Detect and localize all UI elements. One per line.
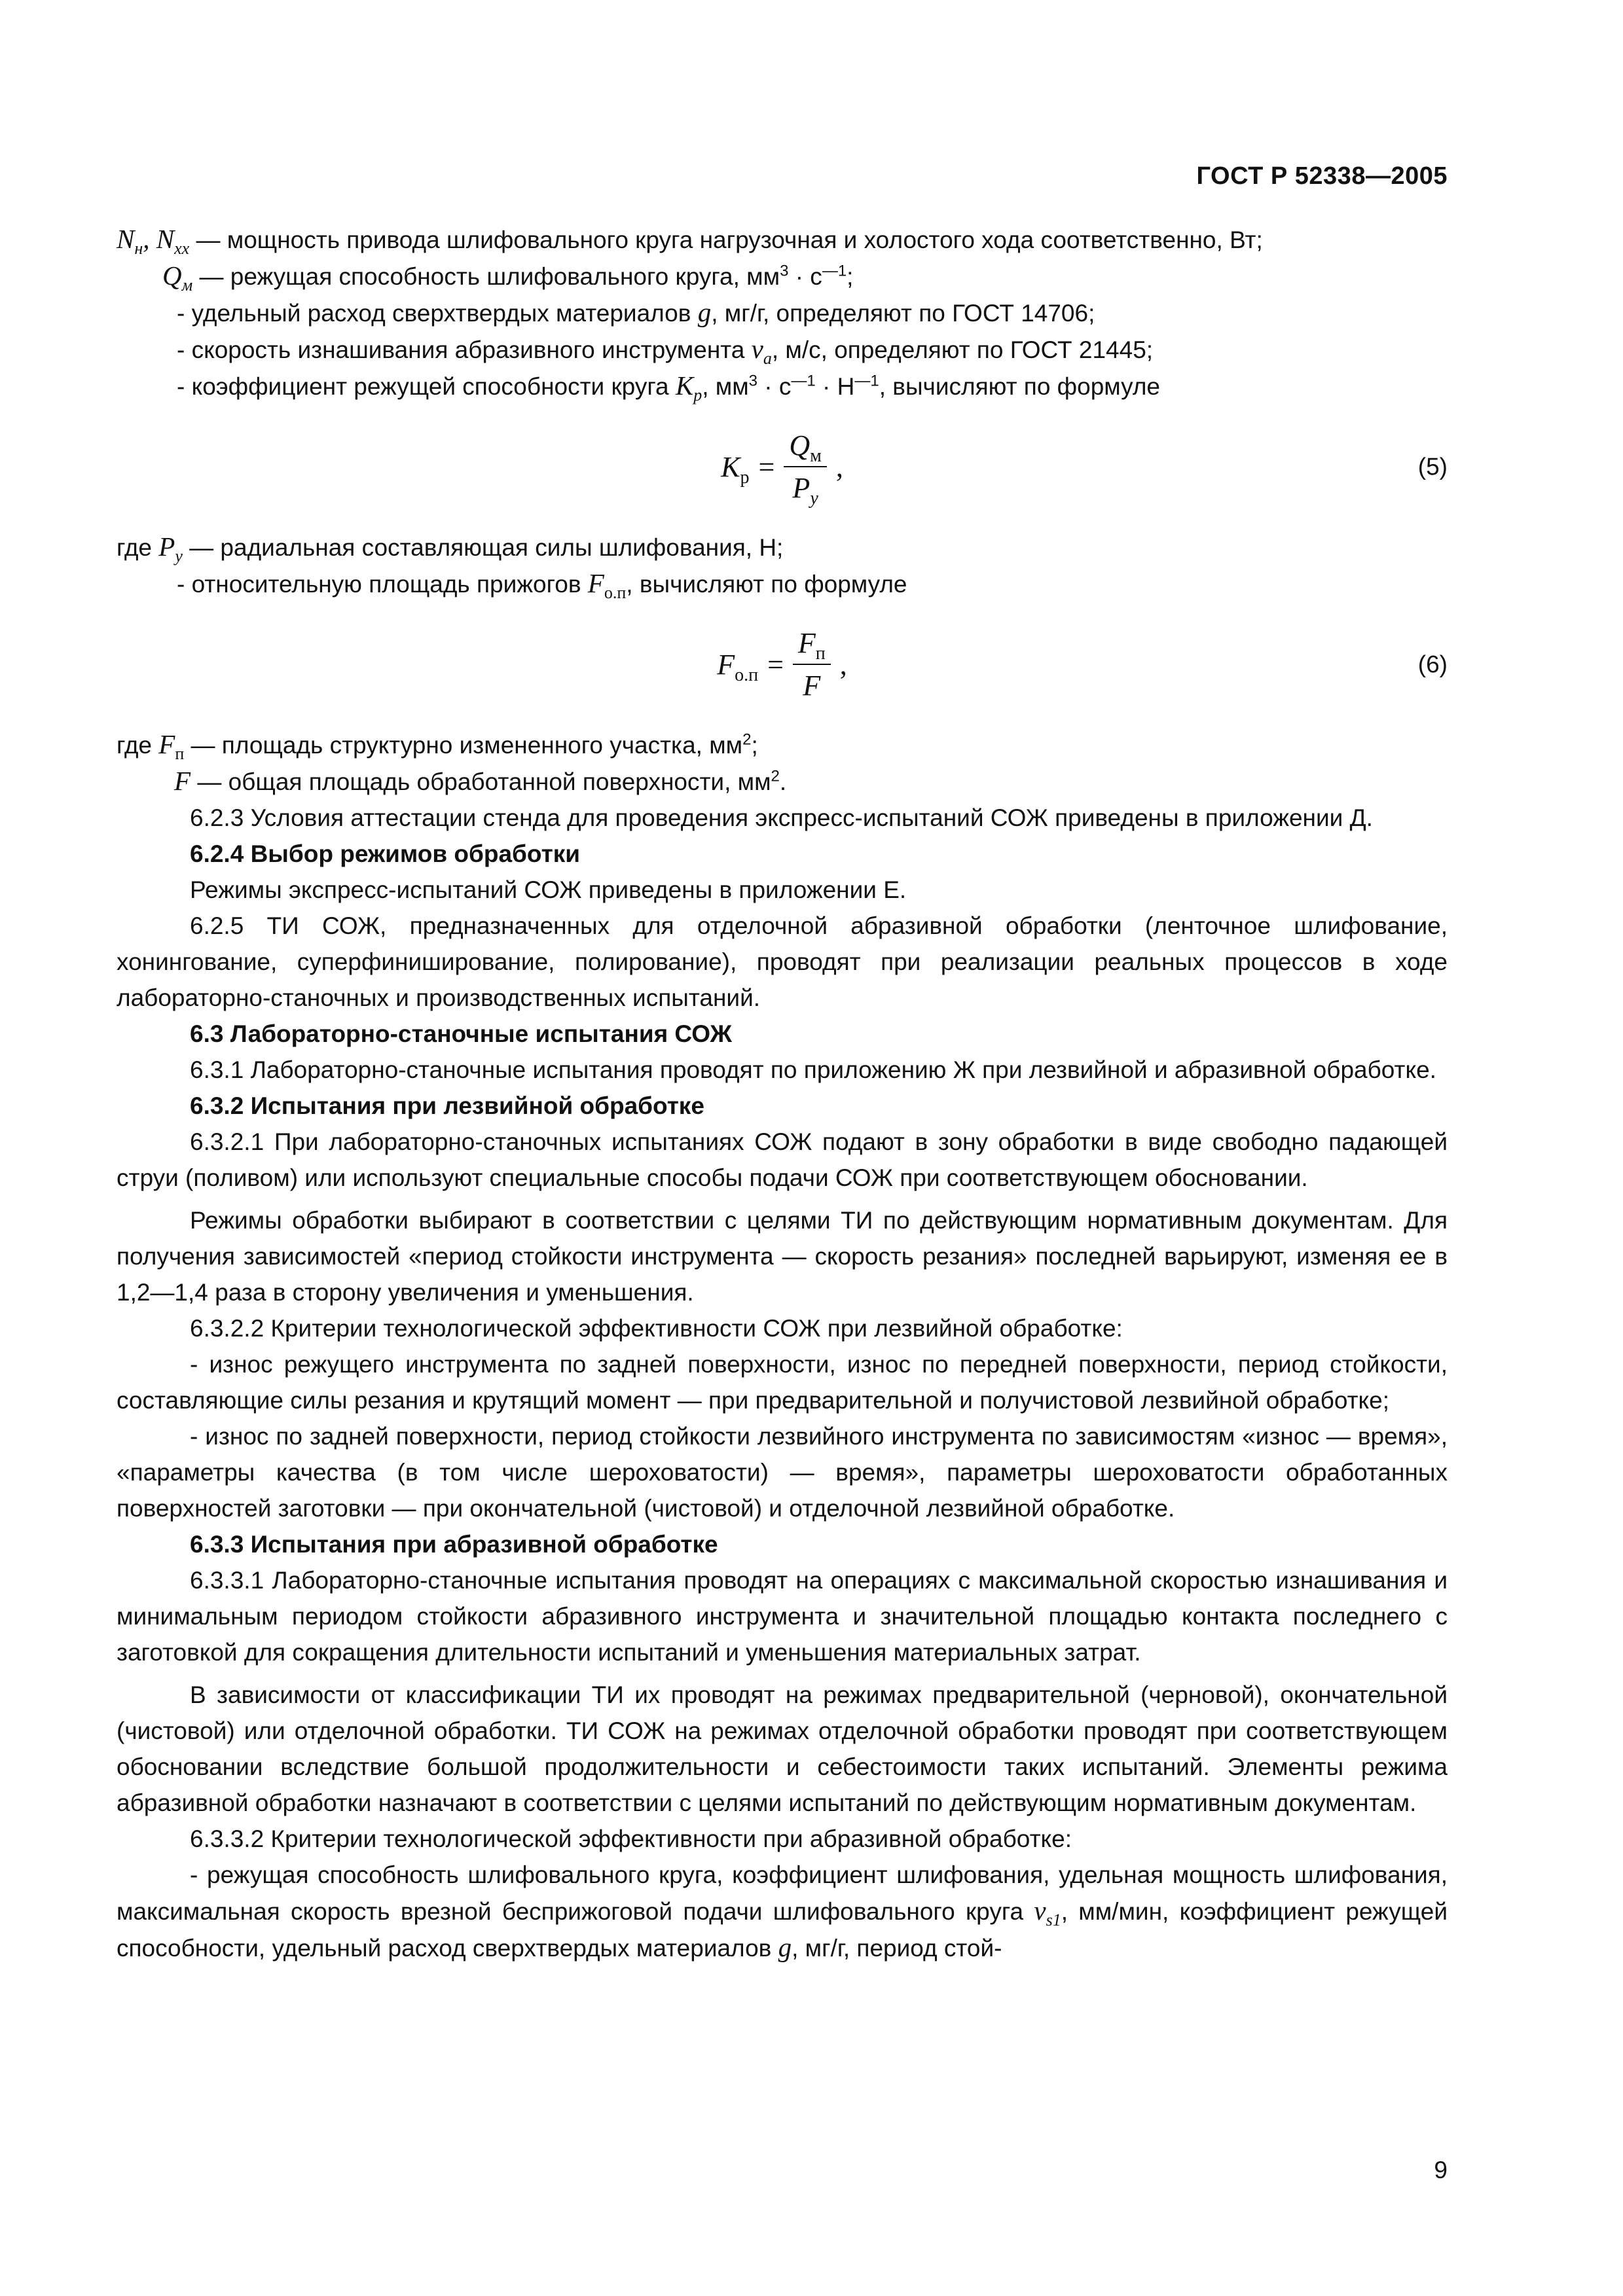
definition-text: — мощность привода шлифовального круга нагрузочная и холостого хода соответственно, Вт; bbox=[189, 226, 1263, 253]
symbol-f: F bbox=[158, 729, 175, 759]
superscript: —1 bbox=[854, 372, 879, 390]
symbol-g: g bbox=[697, 297, 712, 327]
symbol-va bbox=[751, 334, 772, 368]
item-text: , мг/г, определяют по ГОСТ 14706; bbox=[711, 300, 1095, 327]
symbol-kp bbox=[675, 370, 702, 405]
superscript: 2 bbox=[771, 767, 780, 785]
item-text: - удельный расход сверхтвердых материалов bbox=[177, 300, 698, 327]
subscript: о.п bbox=[735, 664, 759, 685]
symbol-py bbox=[158, 531, 183, 566]
symbol-v: v bbox=[1034, 1895, 1046, 1926]
fraction bbox=[784, 427, 827, 509]
numerator bbox=[793, 625, 831, 665]
denominator bbox=[787, 467, 823, 509]
paragraph-6-3-2-1: 6.3.2.1 При лабораторно-станочных испытаниях СОЖ подают в зону обработки в виде свободно падающей струи (поливом) или используют специальные способы подачи СОЖ при соответствующем обосновании. bbox=[117, 1128, 1448, 1191]
denominator: F bbox=[803, 670, 821, 702]
item-kp bbox=[117, 368, 1448, 404]
symbol-q: Q bbox=[789, 429, 811, 461]
symbol-f: F bbox=[587, 568, 604, 598]
symbol-fp bbox=[158, 729, 185, 764]
formula-6 bbox=[117, 609, 1448, 720]
symbol-k: K bbox=[675, 370, 694, 401]
equals-sign: = bbox=[767, 648, 784, 681]
paragraph-6-2-3: 6.2.3 Условия аттестации стенда для проведения экспресс-испытаний СОЖ приведены в приложении Д. bbox=[190, 804, 1373, 831]
symbol-fop bbox=[587, 568, 627, 603]
item-text: , мм bbox=[702, 373, 749, 400]
subscript: y bbox=[810, 488, 818, 509]
subscript: р bbox=[740, 467, 750, 488]
item-fop bbox=[117, 565, 1448, 602]
superscript: —1 bbox=[791, 372, 816, 390]
symbol-f: F bbox=[797, 627, 816, 659]
definition-text: · с bbox=[788, 263, 822, 290]
formula-lhs bbox=[721, 449, 750, 488]
paragraph-6-3-2-1-modes: Режимы обработки выбирают в соответствии с целями ТИ по действующим нормативным документам. Для получения зависимостей «период стойкости инструмента — скорость резания» последней варьируют, изменяя ее в 1,2—1,4 раза в сторону увеличения и уменьшения. bbox=[117, 1207, 1448, 1306]
subscript: s1 bbox=[1046, 1910, 1061, 1930]
definition-text: ; bbox=[751, 732, 758, 759]
numerator bbox=[784, 427, 827, 467]
subscript: м bbox=[181, 276, 193, 295]
heading-6-3-2: 6.3.2 Испытания при лезвийной обработке bbox=[190, 1092, 704, 1119]
item-text: , вычисляют по формуле bbox=[626, 571, 907, 598]
symbol-n: N bbox=[156, 224, 175, 254]
symbol-v: v bbox=[751, 334, 763, 364]
superscript: 3 bbox=[748, 372, 758, 390]
item-text: - коэффициент режущей способности круга bbox=[177, 373, 676, 400]
formula-lhs bbox=[717, 647, 758, 683]
paragraph-6-2-5: 6.2.5 ТИ СОЖ, предназначенных для отделочной абразивной обработки (ленточное шлифование, хонингование, суперфиниширование, полирование), проводят при реализации реальных процессов в ходе лабораторно-станочных и производственных испытаний. bbox=[117, 912, 1448, 1011]
formula-number: (6) bbox=[1417, 651, 1448, 678]
item-text: , вычисляют по формуле bbox=[879, 373, 1160, 400]
item-text: - режущая способность шлифовального круга, коэффициент шлифования, удельная мощность шлифования, максимальная скорость врезной беcприжоговой подачи шлифовального круга bbox=[117, 1861, 1448, 1925]
item-text: · Н bbox=[815, 373, 855, 400]
paragraph-6-3-1: 6.3.1 Лабораторно-станочные испытания проводят по приложению Ж при лезвийной и абразивной обработке. bbox=[190, 1056, 1436, 1083]
document-header: ГОСТ Р 52338—2005 bbox=[1196, 162, 1448, 190]
symbol-p: P bbox=[158, 531, 175, 562]
item-text: - скорость изнашивания абразивного инструмента bbox=[177, 336, 752, 363]
definition-text: ; bbox=[847, 263, 854, 290]
subscript: п bbox=[175, 744, 185, 764]
symbol-f: F bbox=[717, 648, 735, 681]
symbol-f: F bbox=[174, 766, 191, 796]
definition-text: — общая площадь обработанной поверхности, мм bbox=[191, 768, 771, 795]
symbol-qm bbox=[162, 260, 193, 295]
item-text: , м/с, определяют по ГОСТ 21445; bbox=[771, 336, 1154, 363]
comma: , bbox=[143, 224, 150, 254]
item-text: , мг/г, период стой- bbox=[792, 1935, 1002, 1962]
symbol-g: g bbox=[778, 1932, 792, 1962]
list-item-blade-finish: - износ по задней поверхности, период стойкости лезвийного инструмента по зависимостям «износ — время», «параметры качества (в том числе шероховатости) — время», параметры шероховатости обработанных поверхностей заготовки — при окончательной (чистовой) и отделочной лезвийной обработке. bbox=[117, 1423, 1448, 1522]
definition-text: . bbox=[779, 768, 787, 795]
symbol-q: Q bbox=[162, 260, 182, 291]
list-item-abrasive-criteria bbox=[117, 1857, 1448, 1966]
paragraph-6-3-3-2: 6.3.3.2 Критерии технологической эффективности при абразивной обработке: bbox=[190, 1825, 1072, 1852]
definition-text: — площадь структурно измененного участка, мм bbox=[184, 732, 743, 759]
formula-number: (5) bbox=[1417, 453, 1448, 480]
definition-text: — режущая способность шлифовального круга, мм bbox=[192, 263, 780, 290]
subscript: а bbox=[763, 349, 772, 368]
subscript: п bbox=[815, 643, 826, 664]
symbol-p: P bbox=[792, 472, 811, 504]
definition-text: где bbox=[117, 534, 159, 561]
superscript: 2 bbox=[742, 730, 752, 749]
symbol-n: N bbox=[117, 224, 135, 254]
formula-5 bbox=[117, 411, 1448, 522]
page-number: 9 bbox=[1434, 2157, 1448, 2183]
list-item-blade-rough: - износ режущего инструмента по задней поверхности, износ по передней поверхности, период стойкости, составляющие силы резания и крутящий момент — при предварительной и получистовой лезвийной обработке; bbox=[117, 1351, 1448, 1414]
item-va bbox=[117, 331, 1448, 368]
item-text: - относительную площадь прижогов bbox=[177, 571, 588, 598]
comma: , bbox=[835, 450, 843, 483]
subscript: о.п bbox=[604, 583, 627, 603]
superscript: 3 bbox=[780, 262, 789, 280]
paragraph-6-2-4: Режимы экспресс-испытаний СОЖ приведены в приложении Е. bbox=[190, 876, 907, 903]
document-body bbox=[117, 221, 1448, 1966]
definition-fp bbox=[117, 726, 1448, 763]
formula-expression bbox=[721, 427, 843, 509]
item-text: · с bbox=[757, 373, 792, 400]
subscript: y bbox=[175, 547, 183, 566]
definition-qm bbox=[117, 258, 1448, 295]
comma: , bbox=[839, 648, 847, 681]
symbol-k: K bbox=[721, 450, 740, 483]
fraction bbox=[793, 625, 831, 704]
subscript: н bbox=[134, 239, 143, 259]
definition-text: где bbox=[117, 732, 159, 759]
heading-6-3-3: 6.3.3 Испытания при абразивной обработке bbox=[190, 1531, 718, 1558]
formula-expression bbox=[717, 625, 847, 704]
subscript: хх bbox=[174, 239, 190, 259]
definition-py bbox=[117, 529, 1448, 565]
heading-6-2-4: 6.2.4 Выбор режимов обработки bbox=[190, 840, 580, 867]
subscript: м bbox=[810, 445, 822, 466]
equals-sign: = bbox=[758, 450, 775, 483]
definition-nh bbox=[117, 221, 1448, 258]
heading-6-3: 6.3 Лабораторно-станочные испытания СОЖ bbox=[190, 1020, 732, 1047]
item-text: , мм/мин, коэффициент режущей способности, удельный расход сверхтвердых материалов bbox=[117, 1898, 1448, 1962]
paragraph-6-3-3-1: 6.3.3.1 Лабораторно-станочные испытания проводят на операциях с максимальной скоростью изнашивания и минимальным периодом стойкости абразивного инструмента и значительной площадью контакта последнего с заготовкой для сокращения длительности испытаний и уменьшения материальных затрат. bbox=[117, 1567, 1448, 1666]
symbol-vs1 bbox=[1034, 1895, 1061, 1930]
definition-f bbox=[117, 763, 1448, 800]
definition-text: — радиальная составляющая силы шлифования, Н; bbox=[182, 534, 784, 561]
item-g bbox=[117, 295, 1448, 331]
superscript: —1 bbox=[822, 262, 847, 280]
subscript: р bbox=[693, 386, 702, 405]
paragraph-6-3-3-1-modes: В зависимости от классификации ТИ их проводят на режимах предварительной (черновой), окончательной (чистовой) или отделочной обработки. ТИ СОЖ на режимах отделочной обработки проводят при соответствующем обосновании вследствие большой продолжительности и себестоимости таких испытаний. Элементы режима абразивной обработки назначают в соответствии с целями испытаний по действующим нормативным документам. bbox=[117, 1681, 1448, 1816]
paragraph-6-3-2-2: 6.3.2.2 Критерии технологической эффективности СОЖ при лезвийной обработке: bbox=[190, 1315, 1123, 1342]
